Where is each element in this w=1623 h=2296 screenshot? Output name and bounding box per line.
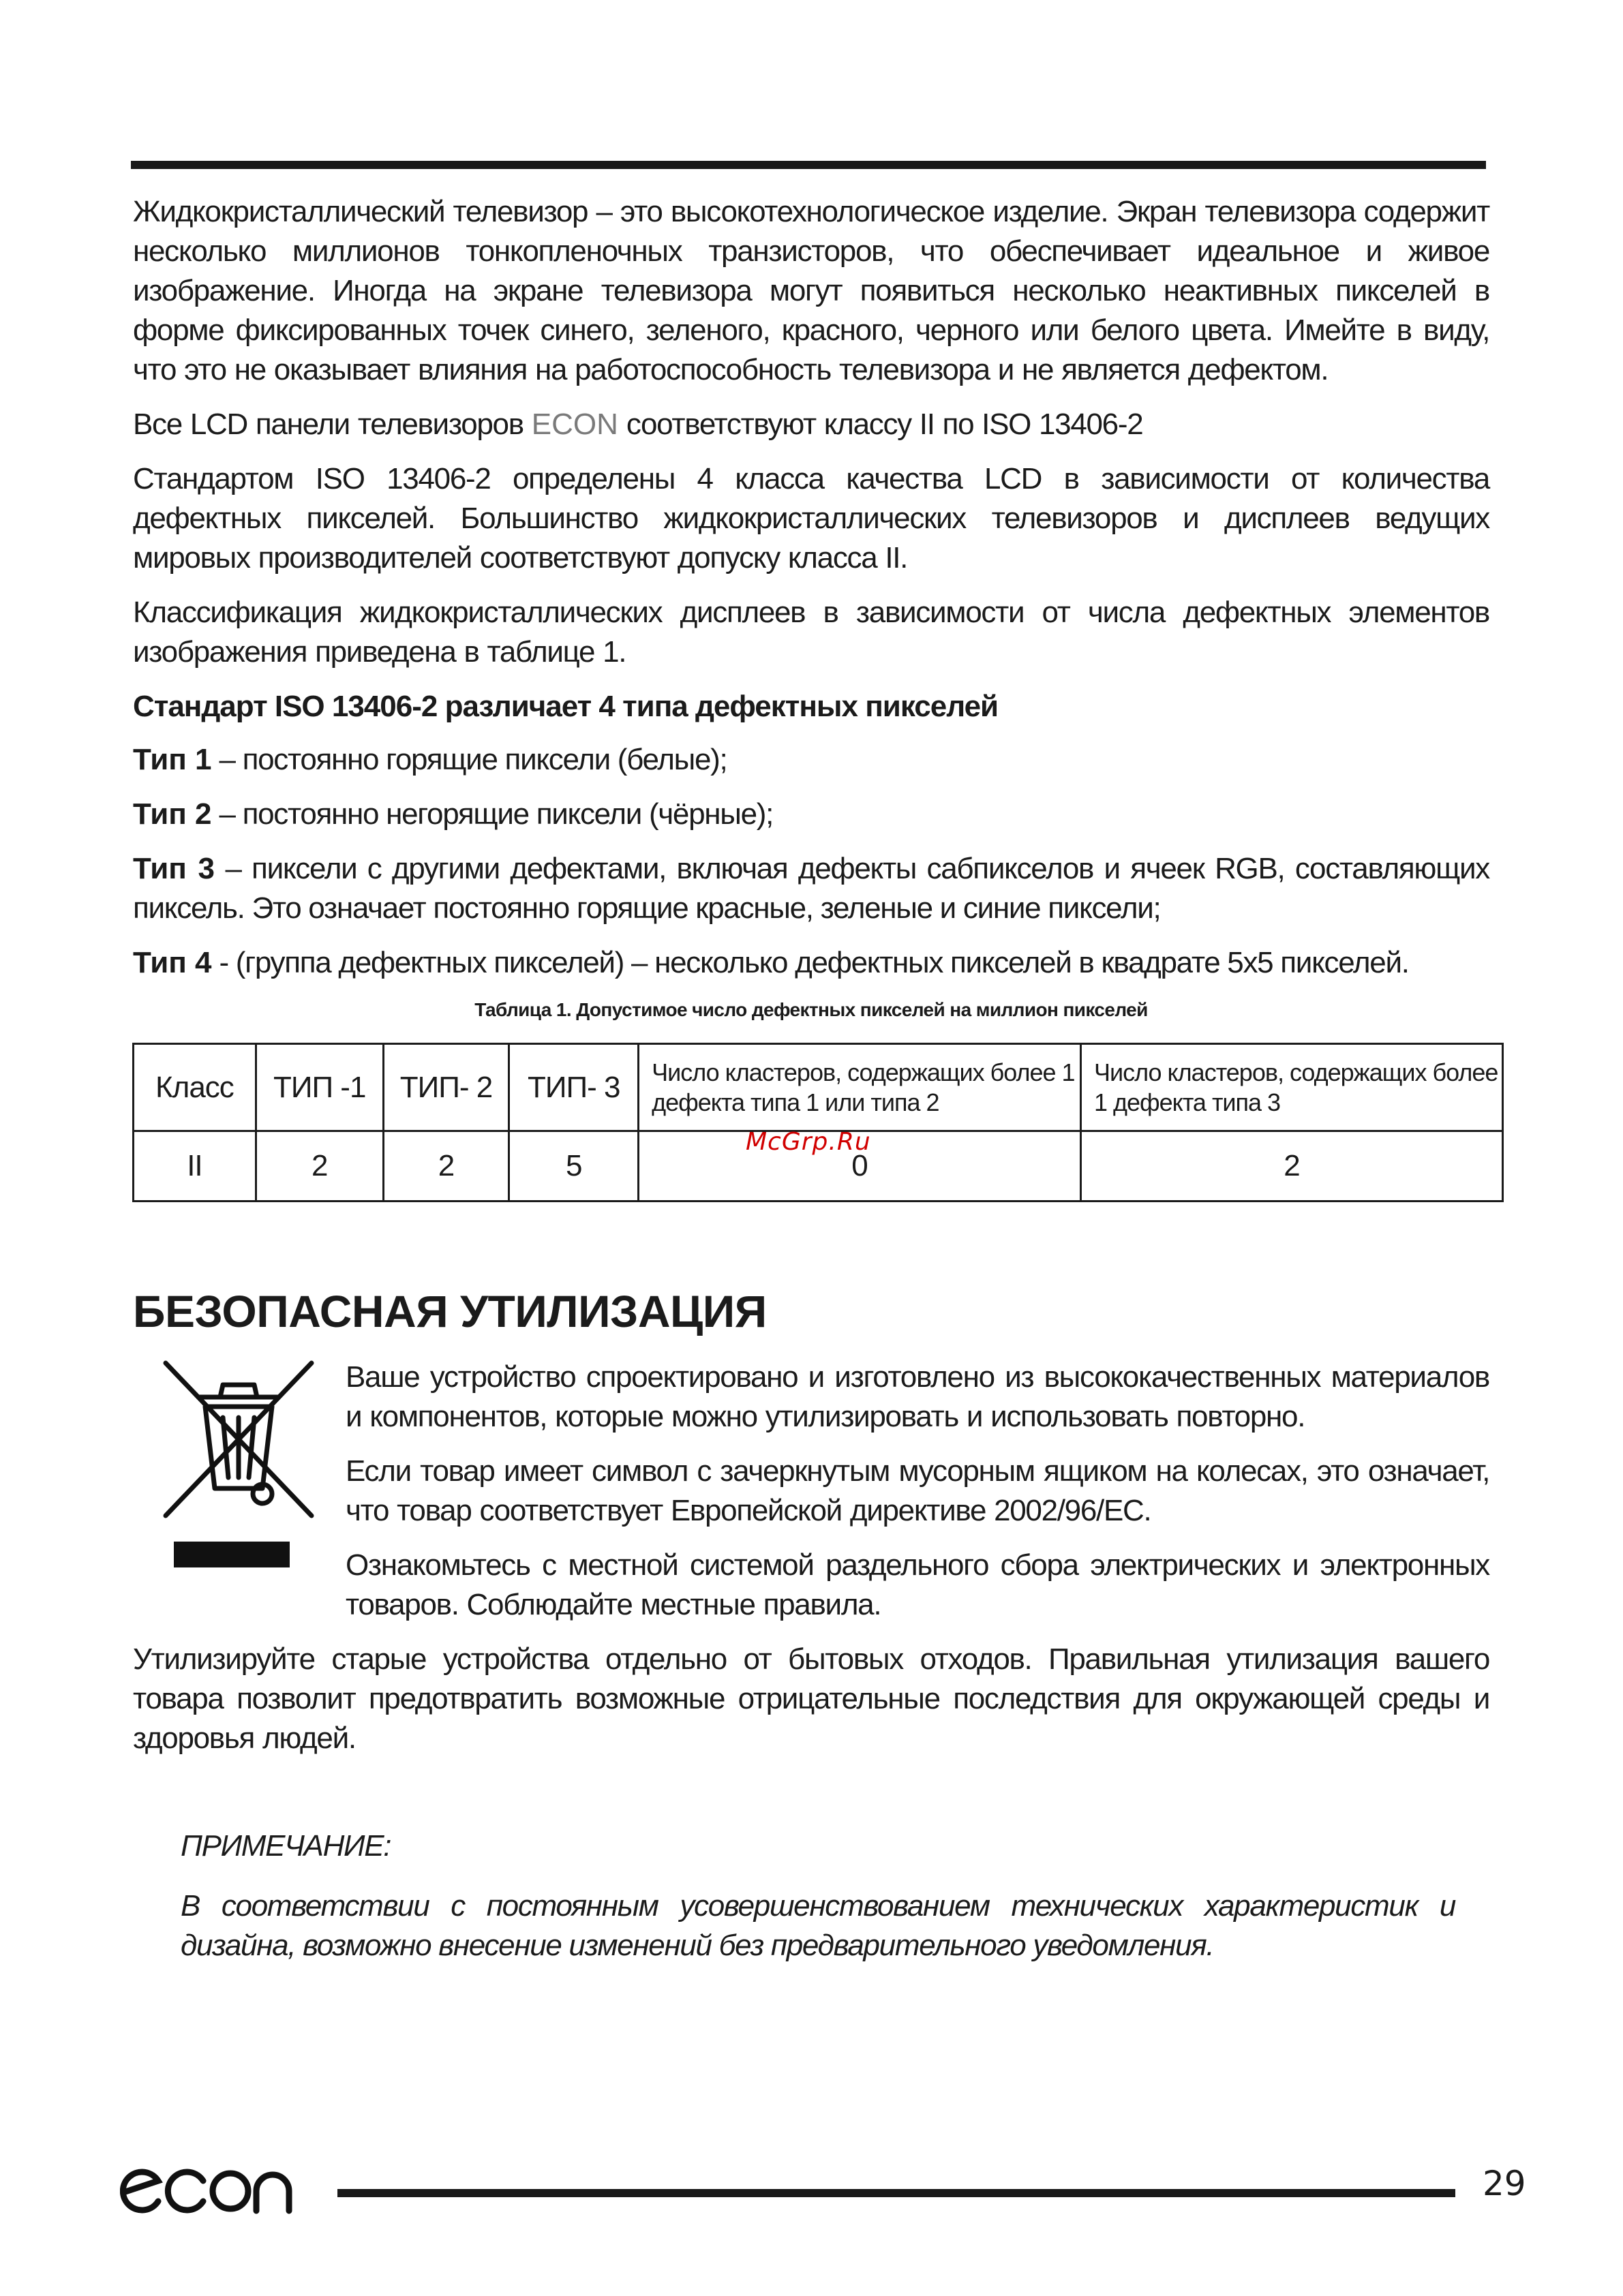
disposal-block — [133, 1358, 1489, 1625]
type-4-text: - (группа дефектных пикселей) – несколько дефектных пикселей в квадрате 5x5 пикселей. — [219, 946, 1409, 979]
type-1-line — [133, 740, 1489, 780]
table-header-cell: ТИП -1 — [256, 1044, 383, 1131]
brand-inline: ECON — [531, 408, 618, 441]
watermark: McGrp.Ru — [746, 1128, 871, 1156]
table-header-cell: Класс — [134, 1044, 256, 1131]
type-2-text: – постоянно негорящие пиксели (чёрные); — [219, 797, 774, 831]
note-text: В соответствии с постоянным усовершенствованием технических характеристик и дизайна, возможно внесение изменений без предварительного уведомления. — [181, 1889, 1455, 1962]
page-number: 29 — [1483, 2164, 1526, 2203]
intro-paragraph-4: Классификация жидкокристаллических дисплеев в зависимости от числа дефектных элементов изображения приведена в таблице 1. — [133, 596, 1489, 669]
type-4-line — [133, 943, 1489, 983]
table-cell: 2 — [1080, 1131, 1502, 1201]
intro-paragraph-2 — [133, 405, 1489, 444]
table-header-cell: Число кластеров, содержащих более 1 дефекта типа 3 — [1080, 1044, 1502, 1131]
intro-p2-after: соответствуют классу II по ISO 13406-2 — [626, 408, 1143, 441]
type-1-text: – постоянно горящие пиксели (белые); — [219, 743, 727, 776]
disposal-paragraph-1: Ваше устройство спроектировано и изготовлено из высококачественных материалов и компонентов, которые можно утилизировать и использовать повторно. — [346, 1360, 1489, 1433]
disposal-paragraph-4: Утилизируйте старые устройства отдельно от бытовых отходов. Правильная утилизация вашего товара позволит предотвратить возможные отрицательные последствия для окружающей среды и здоровья людей. — [133, 1642, 1489, 1755]
intro-paragraph-1: Жидкокристаллический телевизор – это высокотехнологическое изделие. Экран телевизора содержит несколько миллионов тонкопленочных транзисторов, что обеспечивает идеальное и живое изображение. Иногда на экране телевизора могут появиться несколько неактивных пикселей в форме фиксированных точек синего, зеленого, красного, черного или белого цвета. Имейте в виду, что это не оказывает влияния на работоспособность телевизора и не является дефектом. — [133, 195, 1489, 386]
table-header-cell: ТИП- 3 — [509, 1044, 639, 1131]
table-cell: 2 — [256, 1131, 383, 1201]
table-cell: 0 — [639, 1131, 1081, 1201]
page-content — [133, 192, 1498, 1965]
table-cell: II — [134, 1131, 256, 1201]
crossed-out-wheelie-bin-icon — [160, 1358, 317, 1525]
table-header-cell: Число кластеров, содержащих более 1 дефекта типа 1 или типа 2 — [639, 1044, 1081, 1131]
table-header-cell: ТИП- 2 — [383, 1044, 509, 1131]
standard-heading: Стандарт ISO 13406-2 различает 4 типа дефектных пикселей — [133, 690, 999, 723]
econ-logo — [120, 2166, 297, 2220]
top-rule — [131, 161, 1486, 169]
defect-pixel-table — [132, 1043, 1504, 1202]
note-block — [133, 1826, 1489, 1965]
intro-p2-before: Все LCD панели телевизоров — [133, 408, 524, 441]
note-label: ПРИМЕЧАНИЕ: — [181, 1829, 391, 1863]
type-3-line — [133, 849, 1489, 928]
table-caption: Таблица 1. Допустимое число дефектных пикселей на миллион пикселей — [474, 999, 1148, 1020]
type-4-label: Тип 4 — [133, 946, 212, 979]
table-header-row — [134, 1044, 1503, 1131]
bottom-rule — [337, 2189, 1455, 2197]
intro-paragraph-3: Стандартом ISO 13406-2 определены 4 класса качества LCD в зависимости от количества дефектных пикселей. Большинство жидкокристаллических телевизоров и дисплеев ведущих мировых производителей соответствуют допуску класса II. — [133, 462, 1489, 575]
disposal-paragraph-3: Ознакомьтесь с местной системой раздельного сбора электрических и электронных товаров. Соблюдайте местные правила. — [346, 1548, 1489, 1621]
type-3-text: – пиксели с другими дефектами, включая дефекты сабпикселов и ячеек RGB, составляющих пиксель. Это означает постоянно горящие красные, зеленые и синие пиксели; — [133, 852, 1490, 925]
disposal-title: БЕЗОПАСНАЯ УТИЛИЗАЦИЯ — [133, 1286, 767, 1336]
table-cell: 2 — [383, 1131, 509, 1201]
disposal-paragraph-2: Если товар имеет символ с зачеркнутым мусорным ящиком на колесах, это означает, что товар соответствует Европейской директиве 2002/96/EC. — [346, 1454, 1489, 1527]
type-2-line — [133, 795, 1489, 834]
type-2-label: Тип 2 — [133, 797, 212, 831]
separate-collection-bar — [174, 1542, 290, 1567]
table-cell: 5 — [509, 1131, 639, 1201]
type-1-label: Тип 1 — [133, 743, 212, 776]
type-3-label: Тип 3 — [133, 852, 215, 885]
